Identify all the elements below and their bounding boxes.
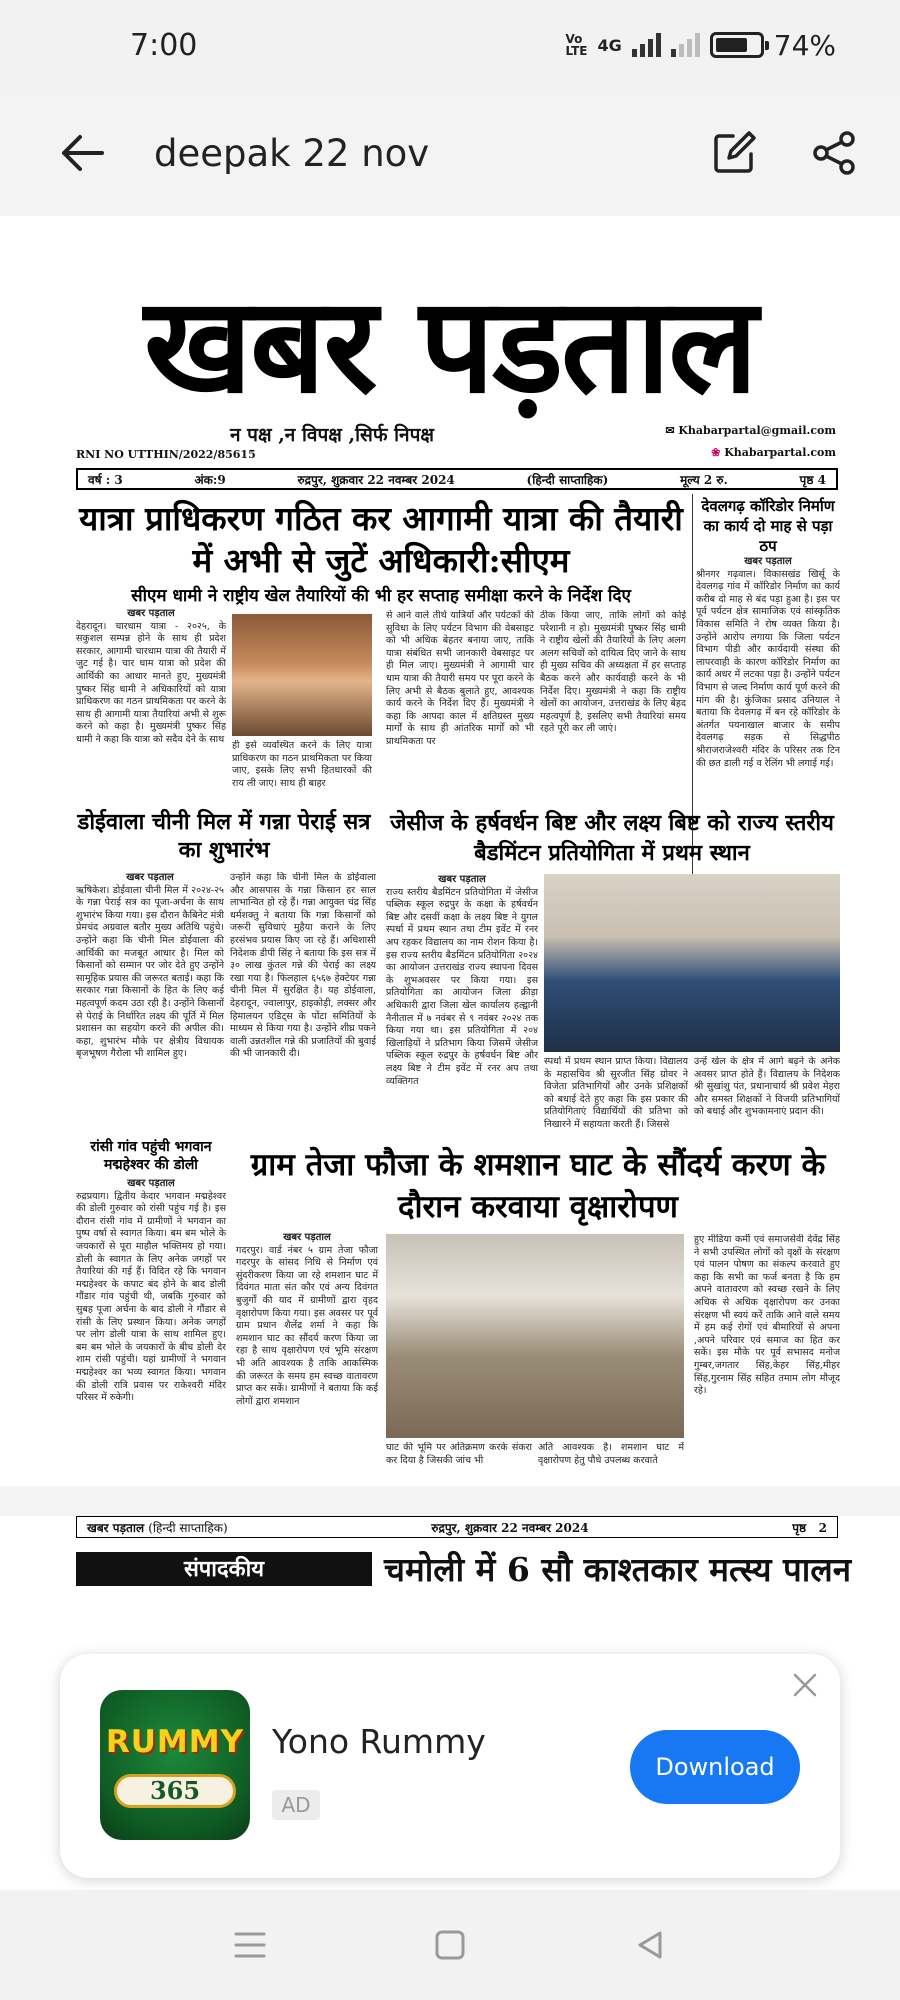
lead-text-1: देहरादून। चारधाम यात्रा - २०२५, के सकुशल सम्पन्न होने के साथ ही प्रदेश सरकार, आगामी चारधाम यात्रा की तैयारी में जुट गई है। चार धाम यात्रा को प्रदेश की आर्थिकी का आधार मानते हुए, मुख्यमंत्री पुष्कर सिंह धामी ने अधिकारियों को यात्रा प्राधिकरण का गठन प्राथमिकता पर करने के साथ ही आगामी यात्रा तैयारियां अभी से शुरू करने को कहा है। मुख्यमंत्री पुष्कर सिंह धामी ने कहा कि यात्रा को सदैव देने के साथ — [76, 620, 226, 745]
cm-photo — [232, 614, 372, 736]
badminton-headline: जेसीज के हर्षवर्धन बिष्ट और लक्ष्य बिष्ट को राज्य स्तरीय बैडमिंटन प्रतियोगिता में प्रथम स्थान — [390, 810, 834, 866]
clock: 7:00 — [130, 27, 198, 63]
home-icon[interactable] — [418, 1913, 482, 1977]
menu-icon[interactable] — [218, 1913, 282, 1977]
tree-col-1 — [236, 1232, 378, 1478]
rasi-byline: खबर पड़ताल — [127, 1178, 175, 1189]
email-line — [665, 424, 836, 437]
document-viewer[interactable] — [0, 216, 900, 1890]
lead-col-4: ठीक किया जाए, ताकि लोगों को कोई परेशानी न हो। मुख्यमंत्री पुष्कर सिंह धामी ने राष्ट्रीय खेलों की तैयारियों के लिए अलग अलग सचिवों को दायित्व दिए जाने के साथ ही मुख्य सचिव की अध्यक्षता में हर सप्ताह बैठक करने और कार्यवाही करने के भी निर्देश दिए। मुख्यमंत्री ने कहा कि राष्ट्रीय खेलों का आयोजन, उत्तराखंड के लिए बेहद महत्वपूर्ण है, इसलिए सभी तैयारियां समय रहते पूरी कर ली जाएं। — [540, 610, 686, 735]
battery-percent: 74% — [773, 28, 836, 62]
sugar-mill-headline: डोईवाला चीनी मिल में गन्ना पेराई सत्र का शुभारंभ — [77, 809, 371, 863]
issue-page: पृष्ठ 4 — [799, 472, 826, 487]
rasi-text: रुद्रप्रयाग। द्वितीय केदार भगवान मद्महेश्वर की डोली गुरुवार को रांसी पहुंच गई है। इस दौरान रांसी गांव में ग्रामीणों ने भगवान का पुष्प वर्षा से स्वागत किया। बम बम भोले के जयकारों से पूरा माहौल भक्तिमय हो गया। डोली के स्वागत के लिए अनेक जगहों पर तैयारियां की गई हैं। विदित रहे कि भगवान मद्महेश्वर के कपाट बंद होने के बाद डोली गौंडार गांव पहुंची थी, जबकि गुरुवार को सुबह पूजा अर्चना के बाद डोली ने गौंडार से रांसी के लिए प्रस्थान किया। अनेक जगहों पर लोग डोली यात्रा के साथ शामिल हुए। बम बम भोले के जयकारों के बीच डोली देर शाम रांसी पहुंची। यहां ग्रामीणों ने भगवान मद्महेश्वर का भव्य स्वागत किया। भगवान की डोली रात्रि प्रवास पर राकेश्वरी मंदिर परिसर में रुकेगी। — [76, 1190, 226, 1404]
network-label: 4G — [597, 35, 622, 55]
lead-byline: खबर पड़ताल — [127, 608, 175, 619]
side-byline: खबर पड़ताल — [744, 556, 792, 567]
tree-headline: ग्राम तेजा फौजा के शमशान घाट के सौंदर्य करण के दौरान करवाया वृक्षारोपण — [250, 1147, 826, 1225]
sugar-mill-byline: खबर पड़ताल — [126, 872, 174, 883]
badminton-col-1 — [386, 874, 538, 1156]
status-bar — [0, 0, 900, 90]
page2-headline: चमोली में 6 सौ काश्तकार मत्स्य पालन — [384, 1550, 852, 1589]
website: Khabarpartal.com — [724, 446, 836, 459]
badminton-col-2: स्पर्धा में प्रथम स्थान प्राप्त किया। विद्यालय के महासचिव श्री सुरजीत सिंह ग्रोवर ने विजेता प्रतिभागियों और उनके प्रशिक्षकों को बधाई देते हुए कहा कि इस प्रकार की प्रतियोगिताएं विद्यार्थियों की प्रतिभा को निखारने में सहायता करती हैं। जिससे — [544, 1056, 688, 1130]
sugar-mill-text-1: ऋषिकेश। डोईवाला चीनी मिल में २०२४-२५ के गन्ना पेराई सत्र का पूजा-अर्चना के साथ शुभारंभ किया गया। इस दौरान कैबिनेट मंत्री प्रेमचंद अग्रवाल बतौर मुख्य अतिथि पहुंचे। उन्होंने कहा कि चीनी मिल डोईवाला की आर्थिकी का मजबूत आधार है। मिल को किसानों को सम्मान पर जोर देते हुए उन्होंने सामूहिक प्रयास की जरूरत बताई। कहा कि सरकार गन्ना किसानों के हित के लिए कई महत्वपूर्ण कदम उठा रही है। उन्होंने किसानों से पेराई के निर्धारित लक्ष्य की पूर्ति में मिल प्रशासन का सहयोग करने की अपील की। कहा, शुभारंभ मौके पर क्षेत्रीय विधायक बृजभूषण गैरोला भी शामिल हुए। — [76, 884, 224, 1060]
signal-sim2-icon — [671, 33, 700, 57]
logo-number: 365 — [114, 1774, 236, 1808]
page2-date: रुद्रपुर, शुक्रवार 22 नवम्बर 2024 — [431, 1520, 589, 1535]
battery-icon — [710, 32, 764, 58]
issue-type: (हिन्दी साप्ताहिक) — [526, 472, 609, 487]
tree-caption-left: घाट की भूमि पर अतिक्रमण करके संकरा कर दिया है जिसकी जांच भी — [386, 1442, 532, 1466]
issue-number: अंक:9 — [194, 472, 226, 487]
rummy-logo[interactable] — [100, 1690, 250, 1840]
back-arrow-icon[interactable] — [50, 121, 114, 185]
rasi-headline: रांसी गांव पहुंची भगवान मद्महेश्वर की डोली — [90, 1139, 212, 1173]
side-text: श्रीनगर गढ़वाल। विकासखंड खिर्सू के देवलगढ़ गांव में कॉरिडोर निर्माण का कार्य करीब दो माह से बंद पड़ा हुआ है। इस पर पूर्व पर्यटन क्षेत्र सामाजिक एवं सांस्कृतिक विकास समिति ने रोष व्यक्त किया है। उन्होंने आरोप लगाया कि जिला पर्यटन विभाग पीडी और कार्यदायी संस्था की लापरवाही के कारण कॉरिडोर निर्माण का कार्य अधर में लटका पड़ा है। उन्होंने पर्यटन विभाग से जल्द निर्माण कार्य पूर्ण करने की मांग की है। कुंजिका प्रसाद उनियाल ने बताया कि देवलगढ़ में बन रहे कॉरिडोर के अंतर्गत पयनाखाल बाजार के समीप देवलगढ़ सड़क से सिद्धपीठ श्रीराजराजेश्वरी मंदिर के परिसर तक टिन की छत डाली गई व रेलिंग भी लगाई गई। — [696, 568, 840, 769]
issue-info-bar — [76, 468, 838, 490]
tree-text-1: गदरपुर। वार्ड नंबर ५ ग्राम तेजा फौजा गदरपुर के सांसद निधि से निर्माण एवं सुंदरीकरण किया जा रहे शमशान घाट में दिवंगत माता संत कौर एवं अन्य दिवंगत बुजुर्गों की याद में ग्रामीणों द्वारा वृहद वृक्षारोपण किया गया। इस अवसर पर पूर्व ग्राम प्रधान शैलेंद्र शर्मा ने कहा कि शमशान घाट का सौंदर्य करण किया जा रहा है साथ वृक्षारोपण एवं भूमि संरक्षण भी अति आवश्यक है ताकि आकस्मिक की जरूरत के समय हम स्वच्छ वातावरण प्राप्त कर सकें। ग्रामीणों ने बताया कि कई लोगों द्वारा शमशान — [236, 1244, 378, 1407]
logo-text: RUMMY — [105, 1724, 245, 1760]
ad-banner[interactable] — [60, 1654, 840, 1878]
app-bar — [0, 90, 900, 216]
tagline: न पक्ष ,न विपक्ष ,सिर्फ निपक्ष — [230, 424, 435, 446]
triangle-back-icon[interactable] — [618, 1913, 682, 1977]
issue-price: मूल्य 2 रु. — [680, 472, 728, 487]
rasi-col — [76, 1178, 226, 1478]
volte-icon: Vo LTE — [565, 32, 588, 58]
edit-icon[interactable] — [702, 121, 766, 185]
document-title: deepak 22 nov — [154, 131, 430, 175]
signal-icon — [632, 33, 661, 57]
lead-col-3: से आने वाले तीर्थ यात्रियों और पर्यटकों की सुविधा के लिए पर्यटन विभाग की वेबसाइट को भी अधिक बेहतर बनाया जाए, ताकि यात्रा संबंधित सभी जानकारी वेबसाइट पर ही मिल जाए। मुख्यमंत्री ने आगामी चार धाम यात्रा की तैयारी समय पर पूरा करने के लिए अभी से बैठक बुलाते हुए, आवश्यक कार्य करने के निर्देश दिए हैं। मुख्यमंत्री ने कहा कि आपदा काल में क्षतिग्रस्त मुख्य मार्गों के साथ ही आंतरिक मार्गों को भी प्राथमिकता पर — [386, 610, 534, 747]
masthead: खबर पड़ताल — [144, 268, 756, 423]
app-bar-actions — [702, 121, 866, 185]
editorial-label: संपादकीय — [76, 1552, 372, 1586]
download-button[interactable]: Download — [630, 1730, 800, 1804]
sugar-mill-col-1 — [76, 872, 224, 1142]
page2-info-bar — [76, 1516, 838, 1538]
issue-date: रुद्रपुर, शुक्रवार 22 नवम्बर 2024 — [297, 472, 455, 487]
newspaper-page-1 — [0, 216, 900, 1486]
web-icon: ❀ — [711, 446, 725, 459]
page2-page: पृष्ठ 2 — [792, 1520, 827, 1535]
status-icons — [565, 29, 836, 62]
badminton-text-1: राज्य स्तरीय बैडमिंटन प्रतियोगिता में जेसीज पब्लिक स्कूल रुद्रपुर के कक्षा के हर्षवर्धन बिष्ट और दसवीं कक्षा के लक्ष्य बिष्ट ने युगल स्पर्धा में प्रथम स्थान तथा टीम इवेंट में रनर अप रहकर विद्यालय का नाम रोशन किया है। इस राज्य स्तरीय बैडमिंटन प्रतियोगिता २०२४ का आयोजन उत्तराखंड राज्य स्थापना दिवस के शुभअवसर पर किया गया। इस प्रतियोगिता का आयोजन जिला क्रीड़ा अधिकारी द्वारा जिला खेल कार्यालय हल्द्वानी नैनीताल में ७ नवंबर से ९ नवंबर २०२४ तक किया गया था। इस प्रतियोगिता में २०४ खिलाड़ियों ने प्रतिभाग किया जिसमें जेसीज पब्लिक स्कूल रुद्रपुर के हर्षवर्धन बिष्ट और लक्ष्य बिष्ट ने टीम इवेंट में रनर अप तथा व्यक्तिगत — [386, 886, 538, 1087]
students-photo — [544, 874, 840, 1052]
ad-badge: AD — [272, 1790, 320, 1820]
tree-planting-photo — [386, 1234, 684, 1438]
badminton-col-3: उन्हें खेल के क्षेत्र में आगे बढ़ने के अनेक अवसर प्राप्त होते हैं। विद्यालय के निदेशक श्री सुखांशु पंत, प्रधानाचार्य श्री प्रवेश मेहरा और समस्त शिक्षकों ने विजयी प्रतिभागियों को बधाई और शुभकामनाएं प्रदान की। — [694, 1056, 840, 1118]
close-icon[interactable] — [788, 1668, 822, 1702]
navigation-bar — [0, 1890, 900, 2000]
tree-byline: खबर पड़ताल — [283, 1232, 331, 1243]
tree-caption-right: अति आवश्यक है। शमशान घाट में वृक्षारोपण हेतु पौधे उपलब्ध करवाते — [538, 1442, 684, 1466]
website-line — [711, 446, 836, 459]
lead-caption: ही इसे व्यवस्थित करने के लिए यात्रा प्राधिकरण का गठन प्राथमिकता पर किया जाए, इसके लिए सभी हितधारकों की राय ली जाए। साथ ही बाहर — [232, 740, 372, 789]
sugar-mill-col-2: उन्होंने कहा कि चीनी मिल के डोईवाला और आसपास के गन्ना किसान हर साल लाभान्वित हो रहे हैं। गन्ना आयुक्त चंद्र सिंह धर्मशक्तु ने बताया कि गन्ना किसानों को जरूरी सुविधाएं मुहैया कराने के लिए हरसंभव प्रयास किए जा रहे हैं। अधिशासी निदेशक डीपी सिंह ने बताया कि इस सत्र में ३० लाख कुंतल गन्ने की पेराई का लक्ष्य रखा गया है। फिलहाल ६५६७ हेक्टेयर गन्ना चीनी मिल में सुरक्षित है। यह डोईवाला, देहरादून, ज्वालापुर, हाइकोड़ी, लक्सर और हिमालयन एडिट्स के पोंटा समितियों के माध्यम से किया गया है। उन्होंने शीघ्र पकने वाली उन्नतशील गन्ने की प्रजातियों की बुवाई की भी जानकारी दी। — [230, 872, 376, 1060]
rni-number: RNI NO UTTHIN/2022/85615 — [76, 448, 256, 461]
ad-app-name[interactable]: Yono Rummy — [272, 1722, 486, 1761]
lead-headline: यात्रा प्राधिकरण गठित कर आगामी यात्रा की तैयारी में अभी से जुटें अधिकारी:सीएम — [79, 499, 683, 580]
side-col — [696, 556, 840, 816]
tree-col-3: हुए मीडिया कर्मी एवं समाजसेवी देवेंद्र सिंह ने सभी उपस्थित लोगों को वृक्षों के संरक्षण एवं पालन पोषण का संकल्प करवाते हुए कहा कि सभी का फर्ज बनता है कि हम अपने वातावरण को स्वच्छ रखने के लिए अधिक से अधिक वृक्षारोपण कर उनका संरक्षण भी स्वयं करें ताकि आने वाले समय में हम कई रोगों एवं बीमारियों से अपना ,अपने परिवार एवं समाज का हित कर सकें। इस मौके पर पूर्व सभासद मनोज गुम्बर,जगतार सिंह,केहर सिंह,मीहर सिंह,गुरनाम सिंह सहित तमाम लोग मौजूद रहे। — [694, 1234, 840, 1397]
share-icon[interactable] — [802, 121, 866, 185]
side-headline: देवलगढ़ कॉरिडोर निर्माण का कार्य दो माह से पड़ा ठप — [701, 497, 835, 555]
mail-icon: ✉ — [665, 424, 679, 437]
lead-subhead: सीएम धामी ने राष्ट्रीय खेल तैयारियों की भी हर सप्ताह समीक्षा करने के निर्देश दिए — [131, 586, 631, 606]
page2-paper: खबर पड़ताल (हिन्दी साप्ताहिक) — [87, 1520, 228, 1535]
issue-year: वर्ष : 3 — [88, 472, 123, 487]
badminton-byline: खबर पड़ताल — [438, 874, 486, 885]
email: Khabarpartal@gmail.com — [678, 424, 836, 437]
